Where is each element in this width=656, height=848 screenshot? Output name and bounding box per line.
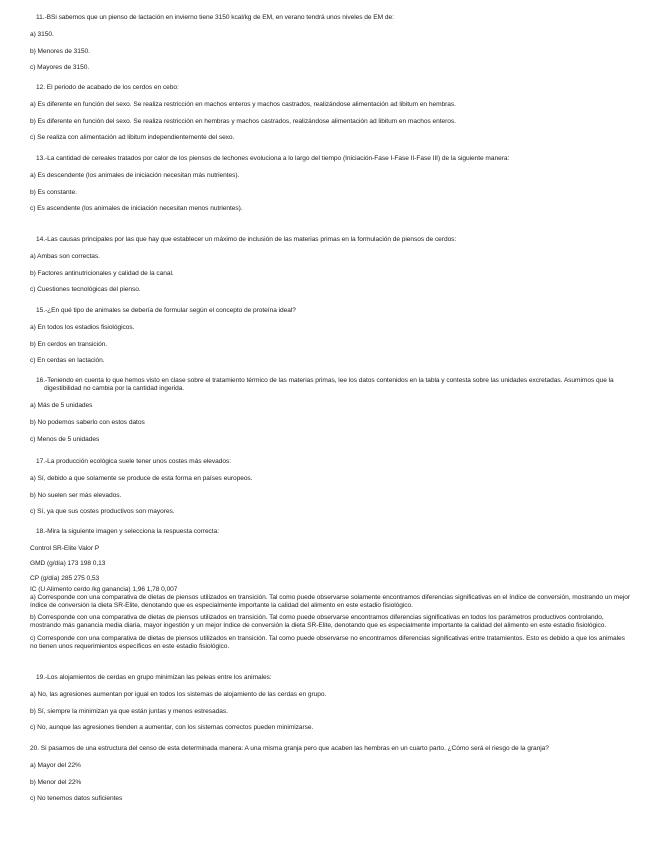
option-a: a) Ambas son correctas.	[30, 252, 100, 260]
question-text: 12. El periodo de acabado de los cerdos en cebo:	[36, 84, 179, 91]
question-20	[30, 745, 630, 812]
option-c: c) Menos de 5 unidades	[30, 435, 100, 443]
option-a: a) En todos los estadios fisiológicos.	[30, 323, 135, 331]
option-c: c) Se realiza con alimentación ad libitum independientemente del sexo.	[30, 134, 235, 142]
option-b: b) Sí, siempre la minimizan ya que están juntas y menos estresadas.	[30, 707, 228, 715]
option-a: a) Más de 5 unidades	[30, 402, 93, 409]
question-text: 19.-Los alojamientos de cerdas en grupo minimizan las peleas entre los animales:	[36, 674, 272, 681]
option-b: b) Menores de 3150.	[30, 47, 90, 55]
question-19	[30, 674, 630, 741]
table-line: IC (U Alimento cerdo /kg ganancia) 1,96 1,78 0,007	[30, 585, 178, 593]
option-c: c) En cerdas en lactación.	[30, 357, 105, 365]
option-a: a) Mayor del 22%	[30, 761, 81, 769]
option-c: c) No, aunque las agresiones tienden a aumentar, con los sistemas correctos pueden minimizarse.	[30, 724, 314, 732]
option-c: c) Sí, ya que sus costes productivos son mayores.	[30, 508, 175, 516]
question-text: 15.-¿En qué tipo de animales se debería de formular según el concepto de proteína ideal?	[36, 307, 296, 314]
question-text: 13.-La cantidad de cereales tratados por calor de los piensos de lechones evoluciona a lo largo del tiempo (Iniciación-Fase I-Fase II-Fase III) de la siguiente manera:	[36, 155, 510, 162]
option-c: c) Corresponde con una comparativa de dietas de piensos utilizados en transición. Tal como puede observarse no encontramos diferencias significativas entre tratamientos. Esto es debido a que los animales no tienen unos requerimientos específicos en este estadio fisiológico.	[30, 634, 625, 650]
option-b: b) Factores antinutricionales y calidad de la canal.	[30, 269, 174, 277]
question-14	[30, 236, 630, 303]
option-b: b) En cerdos en transición.	[30, 340, 108, 348]
option-a: a) Es descendente (los animales de iniciación necesitan más nutrientes).	[30, 171, 240, 179]
option-a: a) Corresponde con una comparativa de dietas de piensos utilizados en transición. Tal como puede observarse solamente encontramos diferencias significativas en el índice de conversión, mostrando un mejor índice de conversión la dieta SR-Elite, denotando que es especialmente importante la calidad del alimento en este estadio fisiológico.	[30, 593, 630, 609]
option-b: b) Menor del 22%	[30, 778, 82, 786]
question-11	[30, 14, 630, 81]
table-line: Control SR-Elite Valor P	[30, 544, 100, 552]
option-b: b) Es diferente en función del sexo. Se realiza restricción en hembras y machos castrados, realizándose alimentación ad libitum en machos enteros.	[30, 117, 456, 125]
question-text: 17.-La producción ecológica suele tener unos costes más elevados:	[36, 458, 232, 465]
question-text: 20. Si pasamos de una estructura del censo de esta determinada manera: A una misma granja pero que acaben las hembras en un cuarto parto. ¿Cómo será el riesgo de la granja?	[30, 745, 549, 752]
option-a: a) No, las agresiones aumentan por igual en todos los sistemas de alojamiento de las cerdas en grupo.	[30, 690, 327, 698]
option-b: b) Corresponde con una comparativa de dietas de piensos utilizados en transición. Tal como puede observarse encontramos diferencias significativas en todos los parámetros productivos controlando, mostrando más ganancia media diaria, mayor ingestión y un mejor índice de conversión la dieta SR-Elite, denotando que es especialmente importante la calidad del alimento en este estadio fisiológico.	[30, 614, 607, 630]
table-line: GMD (g/día) 173 198 0,13	[30, 559, 106, 567]
option-c: c) Mayores de 3150.	[30, 64, 90, 72]
question-15	[30, 307, 630, 374]
option-c: c) Es ascendente (los animales de iniciación necesitan menos nutrientes).	[30, 205, 243, 213]
option-c: c) Cuestiones tecnológicas del pienso.	[30, 286, 141, 294]
question-17	[30, 458, 630, 525]
option-c: c) No tenemos datos suficientes	[30, 795, 123, 803]
question-text: 14.-Las causas principales por las que hay que establecer un máximo de inclusión de las materias primas en la formulación de piensos de cerdos:	[36, 236, 457, 243]
table-line: CP (g/día) 285 275 0,53	[30, 574, 100, 582]
question-12	[30, 84, 630, 151]
question-16	[30, 377, 630, 452]
question-text: 16.-Teniendo en cuenta lo que hemos visto en clase sobre el tratamiento térmico de las materias primas, lee los datos contenidos en la tabla y contesta sobre las unidades excretadas. Asumimos que la digestibilidad no cambia por la cantidad ingerida.	[36, 377, 614, 393]
question-text: 18.-Mira la siguiente imagen y selecciona la respuesta correcta:	[36, 528, 219, 535]
question-text: 11.-BSi sabemos que un pienso de lactación en invierno tiene 3150 kcal/kg de EM, en verano tendrá unos niveles de EM de:	[36, 14, 394, 21]
option-b: b) Es constante.	[30, 188, 77, 196]
option-a: a) 3150.	[30, 30, 54, 38]
option-a: a) Sí, debido a que solamente se produce de esta forma en países europeos.	[30, 474, 253, 482]
option-b: b) No suelen ser más elevados.	[30, 491, 122, 499]
option-a: a) Es diferente en función del sexo. Se realiza restricción en machos enteros y machos castrados, realizándose alimentación ad libitum en hembras.	[30, 100, 456, 108]
question-13	[30, 155, 630, 222]
option-b: b) No podemos saberlo con estos datos	[30, 418, 145, 426]
question-18	[30, 528, 630, 655]
